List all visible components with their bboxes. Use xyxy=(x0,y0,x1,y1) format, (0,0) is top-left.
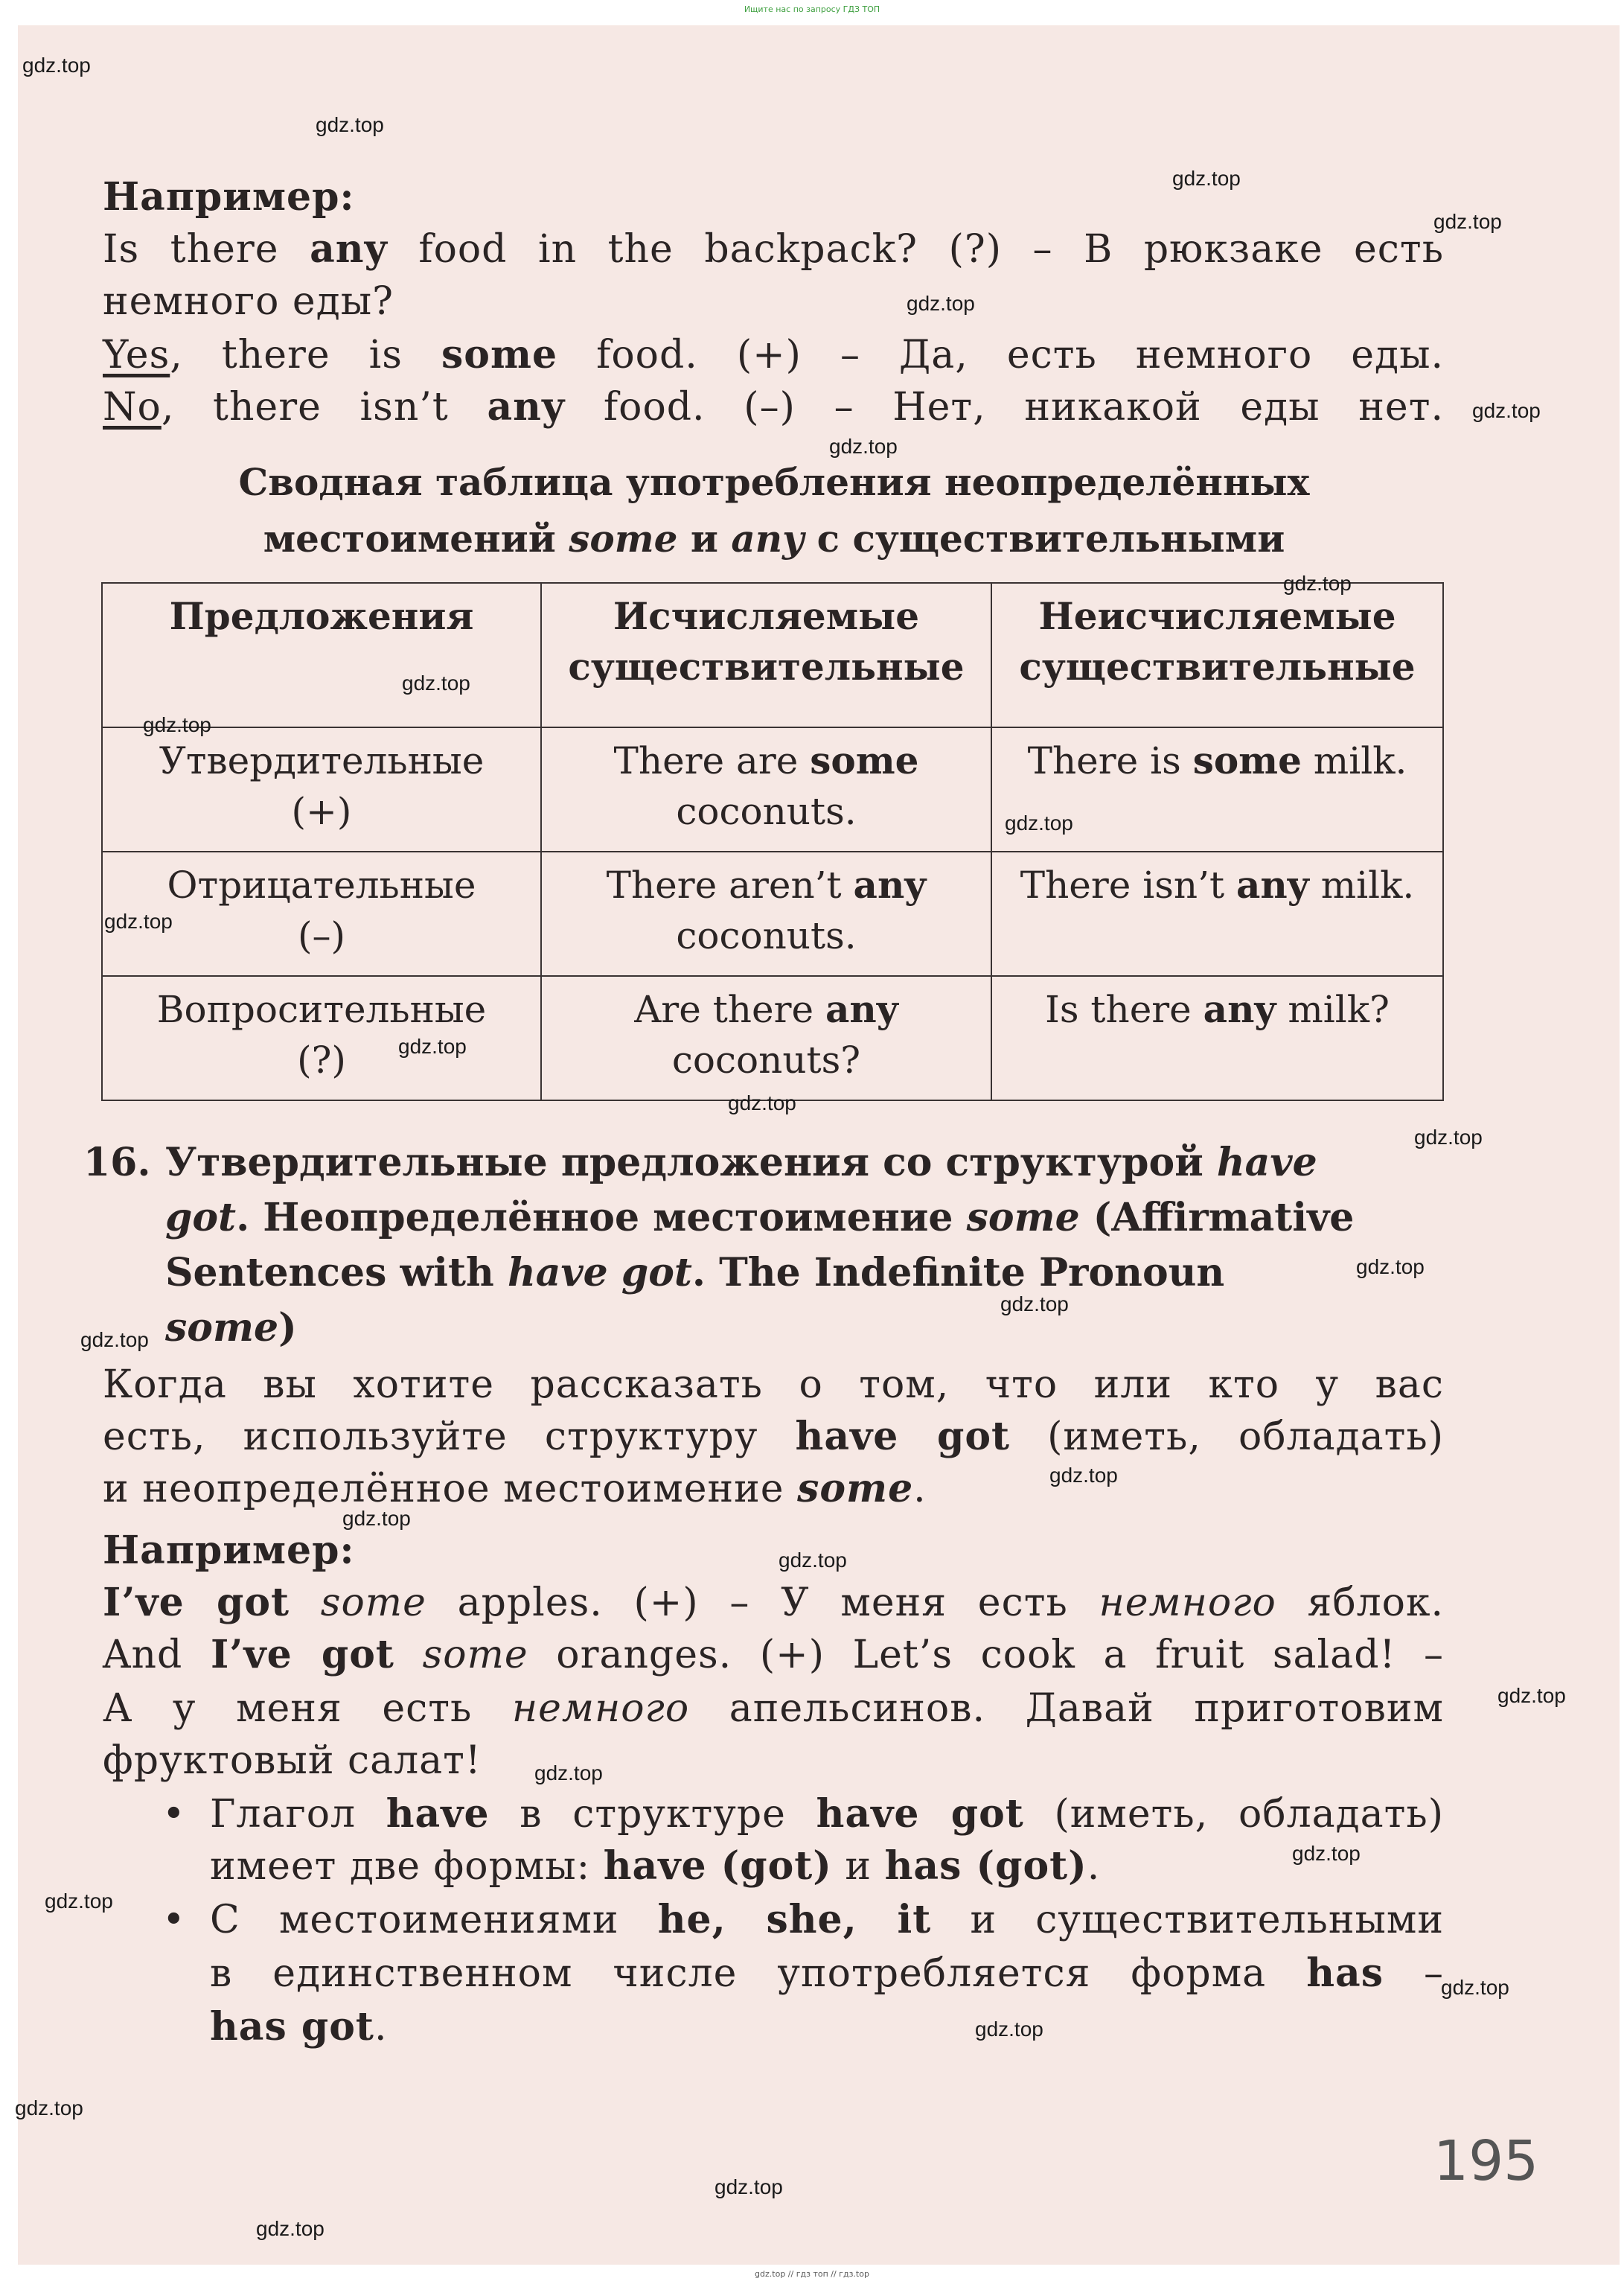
text-run: – xyxy=(1383,1951,1444,1996)
text-run: Is there xyxy=(1045,988,1203,1031)
watermark: gdz.top xyxy=(779,1548,847,1572)
example-line-4 xyxy=(103,381,1444,433)
example-line-1 xyxy=(103,223,1444,275)
example2-line-4: фруктовый салат! xyxy=(103,1738,482,1783)
text-run: And xyxy=(103,1633,211,1677)
text-run: . Неопределённое местоимение xyxy=(236,1195,967,1240)
text-run: и существительными xyxy=(931,1898,1444,1942)
text-run: , there isn’t xyxy=(161,385,487,430)
table-caption-line-1: Сводная таблица употребления неопределённых xyxy=(238,460,1310,504)
text-run: Are there xyxy=(634,988,825,1031)
keyword: some xyxy=(441,332,558,377)
text-run: (Affirmative xyxy=(1079,1195,1355,1240)
watermark: gdz.top xyxy=(1172,167,1241,190)
watermark: gdz.top xyxy=(398,1035,467,1058)
text-run: . xyxy=(1087,1844,1101,1889)
watermark: gdz.top xyxy=(1000,1292,1069,1315)
watermark: gdz.top xyxy=(534,1761,603,1784)
watermark: gdz.top xyxy=(1049,1464,1118,1487)
bullet2-line-1 xyxy=(210,1894,1444,1946)
exercise-number: 16. xyxy=(83,1140,151,1185)
keyword: any xyxy=(487,384,566,430)
keyword: has got xyxy=(210,2004,374,2050)
keyword: some xyxy=(810,739,919,782)
text-run: food in the backpack? (?) – В рюкзаке есть xyxy=(387,227,1445,272)
keyword: any xyxy=(310,226,388,272)
keyword: have (got) xyxy=(603,1843,832,1889)
section-title-line-3 xyxy=(165,1245,1393,1301)
keyword: any xyxy=(731,517,805,561)
keyword: I’ve got xyxy=(103,1580,290,1625)
row-sign: (+) xyxy=(291,790,352,833)
uncountable-cell xyxy=(991,976,1443,1100)
watermark: gdz.top xyxy=(22,54,91,77)
text-run: milk. xyxy=(1308,864,1415,907)
table-row xyxy=(102,727,1443,852)
paragraph-line-1: Когда вы хотите рассказать о том, что или кто у вас xyxy=(103,1362,1444,1407)
header-uncountable: Неисчисляемые существительные xyxy=(991,583,1443,727)
keyword: some xyxy=(1192,739,1302,782)
text-run: апельсинов. Давай приготовим xyxy=(689,1686,1444,1731)
watermark: gdz.top xyxy=(728,1091,796,1114)
example-heading: Например: xyxy=(103,174,355,220)
keyword: any xyxy=(1235,863,1309,907)
bullet2-line-2 xyxy=(210,1948,1444,2000)
text-run: и xyxy=(677,517,732,561)
paragraph-line-2 xyxy=(103,1411,1444,1463)
keyword: some xyxy=(569,517,678,561)
section-title-line-1 xyxy=(165,1135,1393,1190)
keyword: have xyxy=(1216,1140,1317,1185)
keyword: some xyxy=(797,1466,914,1511)
row-sign: (?) xyxy=(297,1039,346,1082)
text-run: . xyxy=(913,1467,927,1511)
text-run: coconuts. xyxy=(676,790,857,833)
keyword: has xyxy=(1306,1951,1384,1996)
row-type: Утвердительные xyxy=(159,739,485,782)
watermark: gdz.top xyxy=(829,435,898,458)
text-run: имеет две формы: xyxy=(210,1844,604,1889)
keyword: have got xyxy=(795,1414,1011,1459)
watermark: gdz.top xyxy=(1356,1255,1425,1278)
watermark: gdz.top xyxy=(1433,210,1502,233)
keyword: have xyxy=(386,1791,490,1837)
uncountable-cell xyxy=(991,852,1443,976)
keyword: have got xyxy=(816,1791,1024,1837)
keyword: any xyxy=(1203,987,1276,1031)
text-run: С местоимениями xyxy=(210,1898,658,1942)
table-caption-line-2 xyxy=(104,511,1444,567)
text-run: There are xyxy=(613,739,811,782)
watermark: gdz.top xyxy=(316,113,384,136)
paragraph-line-3 xyxy=(103,1463,927,1515)
text-run: There isn’t xyxy=(1020,864,1236,907)
row-type: Вопросительные xyxy=(156,988,487,1031)
bullet2-line-3 xyxy=(210,2001,387,2053)
text-run: есть, используйте структуру xyxy=(103,1414,796,1459)
keyword: some xyxy=(394,1633,528,1677)
text-run: coconuts. xyxy=(676,914,857,957)
no-word: No xyxy=(103,385,162,430)
text-run: milk? xyxy=(1276,988,1390,1031)
bullet1-line-2 xyxy=(210,1840,1100,1892)
text-run: Is there xyxy=(103,227,310,272)
watermark: gdz.top xyxy=(1497,1684,1566,1707)
row-sign: (–) xyxy=(297,914,345,957)
text-run: There is xyxy=(1027,739,1193,782)
pronoun-table xyxy=(101,582,1444,1101)
example-heading-2: Например: xyxy=(103,1528,355,1573)
text-run: ) xyxy=(278,1305,297,1350)
watermark: gdz.top xyxy=(143,713,211,736)
keyword: немного xyxy=(1099,1581,1276,1625)
text-run: Утвердительные предложения со структурой xyxy=(165,1140,1217,1185)
watermark: gdz.top xyxy=(1414,1126,1483,1149)
table-header-row xyxy=(102,583,1443,727)
bottom-banner: gdz.top // гдз топ // гдз.top xyxy=(755,2269,869,2279)
watermark: gdz.top xyxy=(715,2175,783,2198)
watermark: gdz.top xyxy=(975,2018,1043,2041)
watermark: gdz.top xyxy=(402,672,470,695)
text-run: . The Indefinite Pronoun xyxy=(691,1250,1225,1295)
keyword: I’ve got xyxy=(210,1632,394,1677)
text-run: . xyxy=(374,2005,388,2050)
header-sentences: Предложения xyxy=(102,583,541,727)
watermark: gdz.top xyxy=(1441,1976,1509,1999)
text-run: There aren’t xyxy=(606,864,854,907)
text-run: oranges. (+) Let’s cook a fruit salad! – xyxy=(528,1633,1444,1677)
text-run: А у меня есть xyxy=(103,1686,512,1731)
page-number: 195 xyxy=(1433,2129,1539,2193)
countable-cell xyxy=(541,852,991,976)
text-run: в структуре xyxy=(489,1792,816,1837)
table-row xyxy=(102,976,1443,1100)
watermark: gdz.top xyxy=(342,1507,411,1530)
bullet-icon: • xyxy=(162,1792,185,1837)
text-run: milk. xyxy=(1301,739,1407,782)
text-run: с существительными xyxy=(804,517,1285,561)
text-run: coconuts? xyxy=(671,1039,861,1082)
section-title-line-4 xyxy=(165,1301,1393,1356)
text-run: (иметь, обладать) xyxy=(1010,1414,1444,1459)
text-run: , there is xyxy=(170,333,442,377)
text-run: и неопределённое местоимение xyxy=(103,1467,798,1511)
watermark: gdz.top xyxy=(1005,811,1073,835)
row-type-cell xyxy=(102,727,541,852)
example-line-3 xyxy=(103,329,1444,381)
keyword: have got xyxy=(507,1250,692,1295)
text-run: Глагол xyxy=(210,1792,386,1837)
yes-word: Yes xyxy=(103,333,170,377)
bullet1-line-1 xyxy=(210,1788,1444,1840)
text-run: Sentences with xyxy=(165,1250,508,1295)
bullet-icon: • xyxy=(162,1898,185,1942)
example-line-2: немного еды? xyxy=(103,279,394,324)
row-type-cell xyxy=(102,976,541,1100)
watermark: gdz.top xyxy=(104,910,173,933)
example2-line-1 xyxy=(103,1577,1444,1629)
row-type: Отрицательные xyxy=(167,864,476,907)
example2-line-3 xyxy=(103,1682,1444,1735)
section-title-line-2 xyxy=(165,1190,1393,1245)
text-run: и xyxy=(831,1844,885,1889)
watermark: gdz.top xyxy=(1283,572,1352,595)
top-banner: Ищите нас по запросу ГДЗ ТОП xyxy=(744,4,880,14)
example2-line-2 xyxy=(103,1629,1444,1681)
keyword: any xyxy=(825,987,898,1031)
watermark: gdz.top xyxy=(907,292,975,315)
keyword: any xyxy=(853,863,927,907)
text-run: apples. (+) – У меня есть xyxy=(426,1581,1099,1625)
text-run: food. (–) – Нет, никакой еды нет. xyxy=(565,385,1445,430)
watermark: gdz.top xyxy=(15,2096,83,2119)
watermark: gdz.top xyxy=(1292,1842,1361,1865)
watermark: gdz.top xyxy=(45,1889,113,1913)
keyword: немного xyxy=(511,1686,690,1731)
countable-cell xyxy=(541,727,991,852)
watermark: gdz.top xyxy=(256,2217,325,2240)
text-run: яблок. xyxy=(1276,1581,1444,1625)
keyword: some xyxy=(290,1581,426,1625)
keyword: he, she, it xyxy=(657,1897,932,1942)
table-row xyxy=(102,852,1443,976)
keyword: has (got) xyxy=(884,1843,1087,1889)
countable-cell xyxy=(541,976,991,1100)
text-run: (иметь, обладать) xyxy=(1023,1792,1444,1837)
text-run: местоимений xyxy=(263,517,569,561)
text-run: в единственном числе употребляется форма xyxy=(210,1951,1307,1996)
keyword: some xyxy=(165,1305,279,1350)
keyword: got xyxy=(165,1195,237,1240)
header-countable: Исчисляемые существительные xyxy=(541,583,991,727)
watermark: gdz.top xyxy=(80,1328,149,1351)
keyword: some xyxy=(966,1195,1080,1240)
text-run: food. (+) – Да, есть немного еды. xyxy=(557,333,1444,377)
watermark: gdz.top xyxy=(1472,399,1541,422)
